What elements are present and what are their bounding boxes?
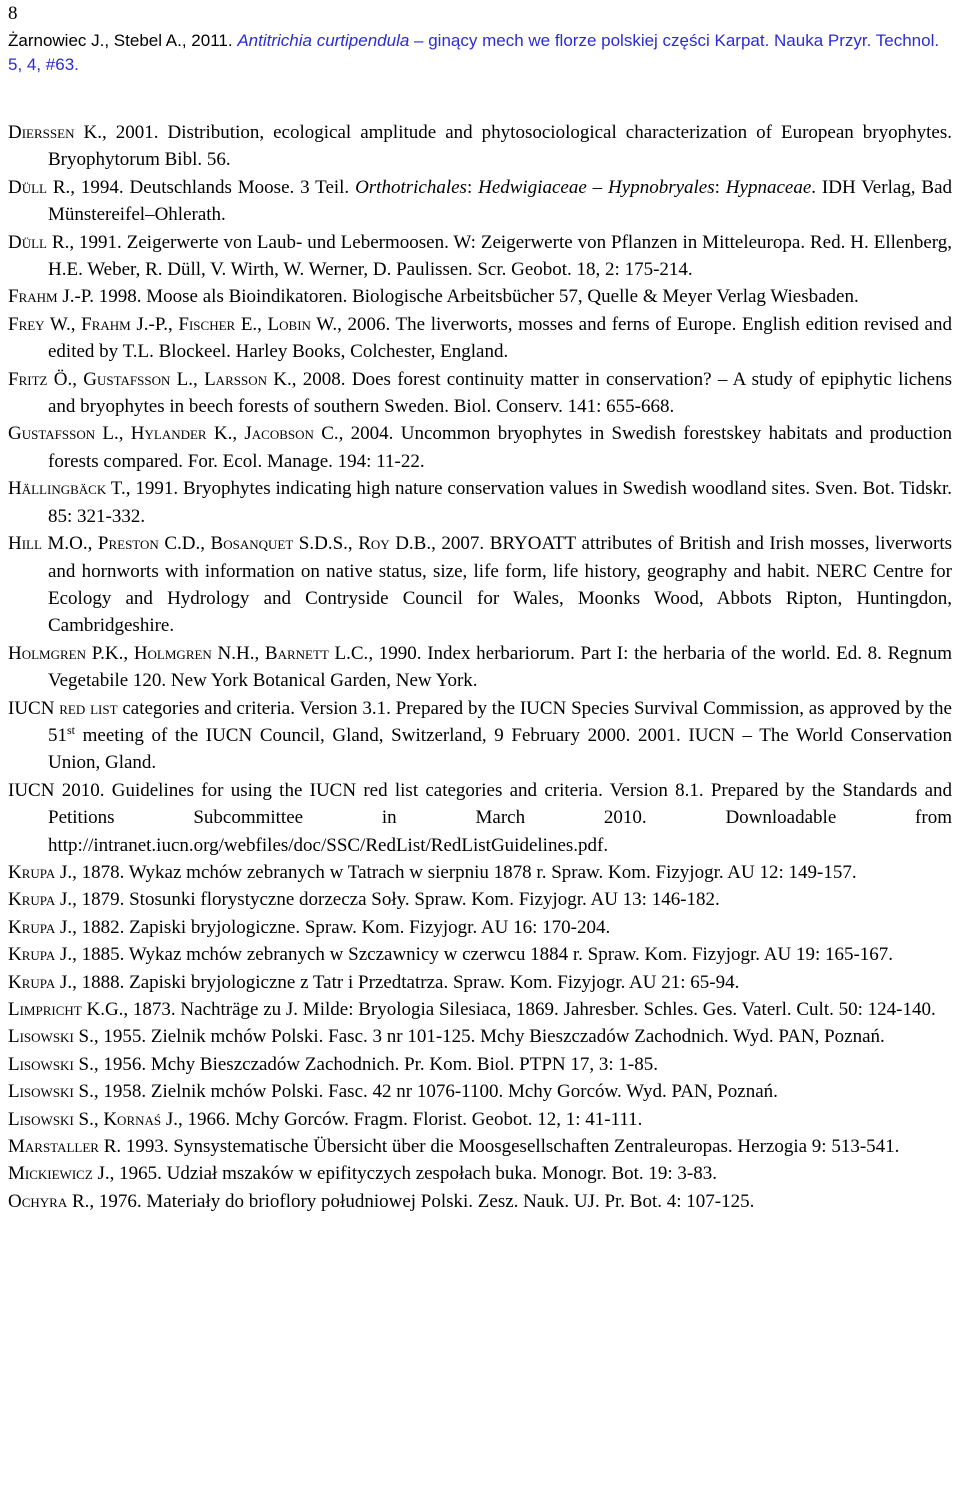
reference-entry: [8, 1078, 952, 1105]
reference-text: Uncommon bryophytes in Swedish forestskey habitats and production forests compared. For. Ecol. Manage. 194: 11-22.: [48, 423, 952, 472]
reference-author: IUCN red list: [8, 697, 118, 719]
reference-entry: [8, 1023, 952, 1050]
reference-entry: [8, 777, 952, 859]
reference-text: Deutschlands Moose. 3 Teil.: [123, 176, 356, 198]
reference-author: Hällingbäck T.: [8, 478, 126, 500]
running-citation: [8, 29, 952, 76]
reference-author: Ochyra R.: [8, 1190, 90, 1212]
reference-author: IUCN: [8, 779, 55, 801]
reference-text: Guidelines for using the IUCN red list categories and criteria. Version 8.1. Prepared by the Standards and Petitions Subcommittee in March 2010. Downloadable from http://intranet.iucn.org/webfiles/doc/SSC/RedList/RedListGuidelines.pdf.: [48, 779, 953, 856]
reference-text: BRYOATT attributes of British and Irish mosses, liverworts and hornworts with information on native status, size, life form, life history, geography and habit. NERC Centre for Ecology and Hydrology and Contryside Council for Wales, Moonks Wood, Abbots Ripton, Huntingdon, Cambridgeshire.: [48, 533, 952, 637]
reference-text: Bryophytes indicating high nature conservation values in Swedish woodland sites. Sven. Bot. Tidskr. 85: 321-332.: [48, 478, 952, 527]
reference-text: The liverworts, mosses and ferns of Europe. English edition revised and edited by T.L. Blockeel. Harley Books, Colchester, England.: [48, 313, 952, 363]
reference-text: :: [714, 176, 726, 198]
reference-author: Düll R.: [8, 231, 70, 253]
reference-year: , 2006.: [337, 313, 391, 335]
reference-year: , 1873.: [123, 999, 176, 1020]
reference-italic-text: Hedwigiaceae – Hypnobryales: [478, 176, 715, 198]
reference-italic-text: Orthotrichales: [355, 176, 467, 198]
reference-text: Zielnik mchów Polski. Fasc. 42 nr 1076-1100. Mchy Gorców. Wyd. PAN, Poznań.: [146, 1081, 778, 1103]
reference-text: Does forest continuity matter in conservation? – A study of epiphytic lichens and bryophytes in beech forests of southern Sweden. Biol. Conserv. 141: 655-668.: [48, 368, 952, 418]
reference-entry: [8, 475, 952, 530]
reference-year: , 1879.: [72, 889, 125, 911]
reference-text: . IDH Verlag, Bad Münstereifel–Ohlerath.: [48, 176, 953, 226]
reference-text: Index herbariorum. Part I: the herbaria of the world. Ed. 8. Regnum Vegetabile 120. New York Botanical Garden, New York.: [48, 642, 953, 692]
reference-text: Zeigerwerte von Laub- und Lebermoosen. W: Zeigerwerte von Pflanzen in Mitteleuropa. Red. H. Ellenberg, H.E. Weber, R. Düll, V. Wirth, W. Werner, D. Paulissen. Scr. Geobot. 18, 2: 175-214.: [48, 231, 952, 281]
reference-year: 2010.: [54, 779, 105, 801]
reference-author: Marstaller R.: [8, 1136, 122, 1158]
reference-year: , 2007.: [431, 533, 485, 555]
reference-entry: [8, 174, 952, 229]
reference-entry: [8, 530, 952, 640]
reference-author: Gustafsson L., Hylander K., Jacobson C.: [8, 423, 339, 445]
reference-entry: [8, 1188, 952, 1215]
reference-author: Fritz Ö., Gustafsson L., Larsson K.: [8, 368, 292, 390]
reference-year: , 1976.: [89, 1190, 142, 1212]
reference-entry: [8, 366, 952, 421]
reference-entry: [8, 996, 952, 1023]
reference-text: Mchy Gorców. Fragm. Florist. Geobot. 12, 1: 41-111.: [230, 1108, 643, 1130]
reference-entry: [8, 640, 952, 695]
reference-text: Nachträge zu J. Milde: Bryologia Silesiaca, 1869. Jahresber. Schles. Ges. Vaterl. Cult. 50: 124-140.: [175, 999, 936, 1020]
reference-text: Materiały do brioflory południowej Polski. Zesz. Nauk. UJ. Pr. Bot. 4: 107-125.: [141, 1190, 755, 1212]
reference-author: Dierßen K.: [8, 122, 102, 143]
reference-year: , 1994.: [70, 176, 124, 198]
reference-year: , 1965.: [109, 1163, 162, 1185]
reference-entry: [8, 311, 952, 366]
reference-entry: [8, 229, 952, 284]
reference-text: Zapiski bryjologiczne z Tatr i Przedtatrza. Spraw. Kom. Fizyjogr. AU 21: 65-94.: [124, 971, 740, 993]
reference-text: meeting of the IUCN Council, Gland, Switzerland, 9 February 2000. 2001. IUCN – The World Conservation Union, Gland.: [48, 724, 952, 774]
reference-author: Krupa J.: [8, 889, 73, 911]
reference-year: 1998.: [94, 286, 142, 308]
reference-text: Stosunki florystyczne dorzecza Soły. Spraw. Kom. Fizyjogr. AU 13: 146-182.: [124, 889, 720, 911]
reference-year: , 1991.: [125, 478, 179, 500]
reference-entry: [8, 1051, 952, 1078]
reference-italic-text: Hypnaceae: [725, 176, 812, 198]
reference-author: Lisowski S.: [8, 1081, 94, 1103]
reference-year: , 1991.: [69, 231, 122, 253]
reference-entry: [8, 420, 952, 475]
reference-year: , 2001.: [101, 122, 159, 143]
reference-author: Lisowski S.: [8, 1053, 94, 1075]
reference-author: Lisowski S., Kornaś J.: [8, 1108, 179, 1130]
citation-title-rest: – ginący mech we florze polskiej części Karpat. Nauka Przyr. Technol. 5, 4, #63.: [8, 31, 940, 74]
reference-year: 1993.: [121, 1136, 169, 1158]
reference-superscript: st: [67, 722, 76, 737]
reference-year: , 2008.: [291, 368, 346, 390]
reference-list: [8, 119, 952, 1215]
reference-entry: [8, 119, 952, 174]
reference-text: Zielnik mchów Polski. Fasc. 3 nr 101-125. Mchy Bieszczadów Zachodnich. Wyd. PAN, Poznań.: [146, 1026, 885, 1048]
reference-author: Limpricht K.G.: [8, 999, 124, 1020]
reference-text: categories and criteria. Version 3.1. Prepared by the IUCN Species Survival Commission, as approved by the 51: [48, 697, 952, 746]
reference-text: Mchy Bieszczadów Zachodnich. Pr. Kom. Biol. PTPN 17, 3: 1-85.: [146, 1053, 658, 1075]
reference-text: Wykaz mchów zebranych w Szczawnicy w czerwcu 1884 r. Spraw. Kom. Fizyjogr. AU 19: 165-167.: [124, 944, 894, 966]
reference-text: Wykaz mchów zebranych w Tatrach w sierpniu 1878 r. Spraw. Kom. Fizyjogr. AU 12: 149-157.: [124, 861, 857, 883]
reference-entry: [8, 914, 952, 941]
reference-author: Hill M.O., Preston C.D., Bosanquet S.D.S., Roy D.B.: [8, 533, 432, 555]
reference-year: , 1885.: [72, 944, 125, 966]
reference-year: , 1958.: [93, 1081, 147, 1103]
reference-text: Zapiski bryjologiczne. Spraw. Kom. Fizyjogr. AU 16: 170-204.: [124, 916, 611, 938]
reference-year: , 2004.: [338, 423, 394, 445]
reference-text: Moose als Bioindikatoren. Biologische Arbeitsbücher 57, Quelle & Meyer Verlag Wiesbaden.: [141, 286, 859, 308]
reference-author: Frey W., Frahm J.-P., Fischer E., Lobin W.: [8, 313, 338, 335]
reference-entry: [8, 1106, 952, 1133]
reference-text: Distribution, ecological amplitude and phytosociological characterization of European bryophytes. Bryophytorum Bibl. 56.: [48, 122, 952, 171]
reference-text: Udział mszaków w epifityczych zespołach buka. Monogr. Bot. 19: 3-83.: [161, 1163, 718, 1185]
reference-text: :: [466, 176, 479, 198]
reference-author: Holmgren P.K., Holmgren N.H., Barnett L.C.: [8, 642, 369, 664]
reference-entry: [8, 1133, 952, 1160]
reference-year: , 1990.: [368, 642, 422, 664]
reference-author: Krupa J.: [8, 861, 73, 883]
citation-authors: Żarnowiec J., Stebel A., 2011.: [8, 31, 233, 50]
reference-author: Krupa J.: [8, 944, 73, 966]
reference-author: Frahm J.-P.: [8, 286, 95, 308]
reference-year: , 1888.: [72, 971, 125, 993]
reference-entry: [8, 859, 952, 886]
reference-entry: [8, 941, 952, 968]
reference-year: , 1882.: [72, 916, 125, 938]
reference-year: , 1956.: [93, 1053, 147, 1075]
reference-text: Synsystematische Übersicht über die Moosgesellschaften Zentraleuropas. Herzogia 9: 513-541.: [168, 1136, 900, 1158]
reference-entry: [8, 886, 952, 913]
reference-author: Krupa J.: [8, 971, 73, 993]
reference-author: Mickiewicz J.: [8, 1163, 110, 1185]
reference-author: Krupa J.: [8, 916, 73, 938]
reference-year: , 1966.: [178, 1108, 231, 1130]
reference-year: , 1878.: [72, 861, 125, 883]
reference-entry: [8, 695, 952, 777]
reference-entry: [8, 283, 952, 310]
reference-author: Düll R.: [8, 176, 71, 198]
reference-year: , 1955.: [93, 1026, 147, 1048]
reference-entry: [8, 1160, 952, 1187]
reference-author: Lisowski S.: [8, 1026, 94, 1048]
page-number: 8: [8, 3, 18, 24]
citation-title-italic: Antitrichia curtipendula: [237, 31, 410, 50]
reference-entry: [8, 969, 952, 996]
